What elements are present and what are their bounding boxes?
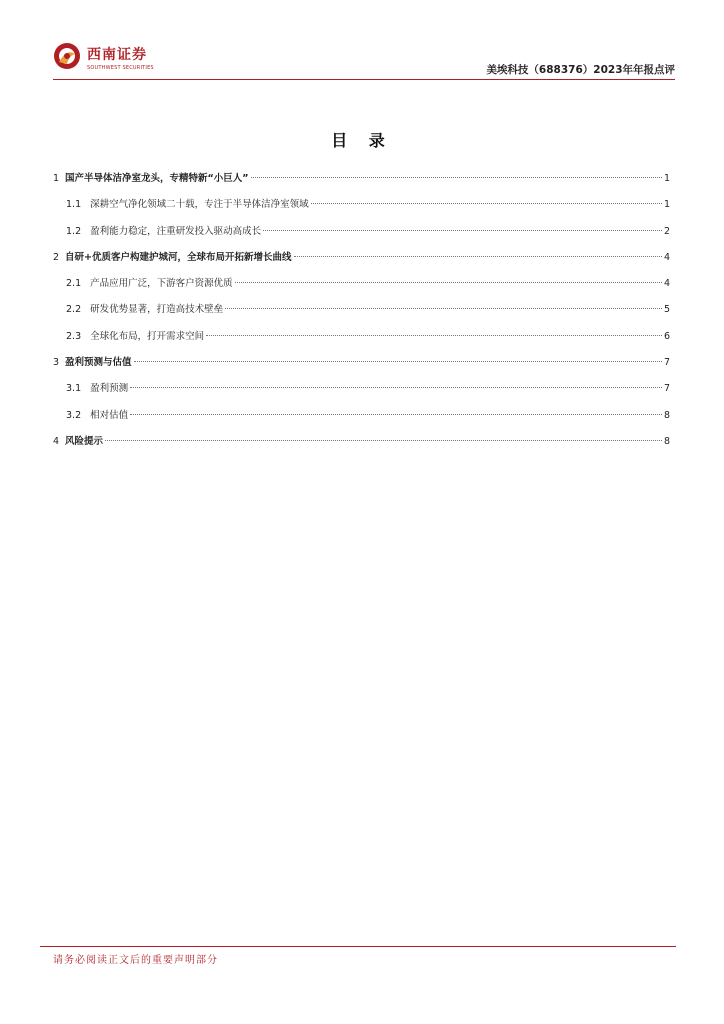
toc-entry-page: 8 bbox=[663, 409, 670, 421]
toc-leader-dots bbox=[263, 230, 662, 231]
toc-entry-page: 4 bbox=[663, 278, 670, 290]
toc-entry[interactable] bbox=[53, 380, 670, 406]
toc-entry-number: 2 bbox=[53, 251, 60, 263]
toc-entry[interactable] bbox=[53, 170, 670, 196]
toc-entry-number: 3.1 bbox=[66, 383, 82, 395]
toc-leader-dots bbox=[311, 203, 662, 204]
toc-entry-title: 深耕空气净化领域二十载，专注于半导体洁净室领域 bbox=[90, 199, 309, 211]
toc-entry-page: 1 bbox=[663, 199, 670, 211]
toc-entry-page: 5 bbox=[663, 304, 670, 316]
toc-entry-number: 2.1 bbox=[66, 278, 82, 290]
toc-entry[interactable] bbox=[53, 301, 670, 327]
company-logo bbox=[53, 40, 163, 76]
logo-english-name: SOUTHWEST SECURITIES bbox=[87, 65, 154, 71]
toc-entry-number: 2.2 bbox=[66, 304, 82, 316]
toc-entry-page: 1 bbox=[663, 173, 670, 184]
toc-entry[interactable] bbox=[53, 328, 670, 354]
toc-leader-dots bbox=[134, 361, 662, 362]
logo-chinese-name: 西南证券 bbox=[87, 47, 147, 63]
toc-entry-page: 6 bbox=[663, 330, 670, 342]
footer-divider bbox=[40, 946, 676, 947]
toc-leader-dots bbox=[105, 440, 662, 441]
toc-entry-number: 1.1 bbox=[66, 199, 82, 211]
toc-entry-page: 2 bbox=[663, 225, 670, 237]
toc-leader-dots bbox=[251, 177, 662, 178]
toc-leader-dots bbox=[235, 282, 662, 283]
header-divider bbox=[53, 79, 675, 80]
toc-entry-number: 2.3 bbox=[66, 330, 82, 342]
toc-entry-title: 风险提示 bbox=[65, 435, 104, 447]
toc-entry[interactable] bbox=[53, 275, 670, 301]
toc-entry[interactable] bbox=[53, 249, 670, 275]
toc-entry[interactable] bbox=[53, 354, 670, 380]
footer-disclaimer: 请务必阅读正文后的重要声明部分 bbox=[53, 955, 218, 966]
table-of-contents bbox=[53, 170, 670, 459]
toc-leader-dots bbox=[225, 308, 662, 309]
toc-entry-number: 3 bbox=[53, 357, 60, 369]
toc-entry-number: 1.2 bbox=[66, 225, 82, 237]
toc-entry-number: 1 bbox=[53, 173, 60, 184]
document-title: 美埃科技（688376）2023年年报点评 bbox=[486, 64, 675, 76]
toc-leader-dots bbox=[130, 414, 662, 415]
toc-leader-dots bbox=[130, 387, 662, 388]
toc-entry[interactable] bbox=[53, 223, 670, 249]
toc-entry-title: 全球化布局，打开需求空间 bbox=[90, 330, 205, 342]
toc-title: 目 录 bbox=[331, 131, 393, 150]
toc-entry-page: 7 bbox=[663, 357, 670, 369]
toc-entry-title: 盈利能力稳定，注重研发投入驱动高成长 bbox=[90, 225, 262, 237]
toc-entry[interactable] bbox=[53, 433, 670, 459]
toc-entry-page: 4 bbox=[663, 251, 670, 263]
page-header bbox=[53, 38, 675, 80]
toc-entry[interactable] bbox=[53, 407, 670, 433]
toc-entry-title: 盈利预测与估值 bbox=[65, 357, 132, 369]
toc-entry-title: 国产半导体洁净室龙头，专精特新“小巨人” bbox=[65, 173, 249, 184]
toc-entry-page: 8 bbox=[663, 435, 670, 447]
toc-entry-title: 研发优势显著，打造高技术壁垒 bbox=[90, 304, 224, 316]
logo-emblem-icon bbox=[53, 42, 81, 70]
toc-entry-page: 7 bbox=[663, 383, 670, 395]
toc-entry-number: 4 bbox=[53, 435, 60, 447]
toc-leader-dots bbox=[294, 256, 662, 257]
toc-leader-dots bbox=[206, 335, 662, 336]
toc-entry-title: 盈利预测 bbox=[90, 383, 129, 395]
toc-entry-title: 产品应用广泛，下游客户资源优质 bbox=[90, 278, 233, 290]
toc-entry-title: 相对估值 bbox=[90, 409, 129, 421]
toc-entry-title: 自研+优质客户构建护城河，全球布局开拓新增长曲线 bbox=[65, 251, 292, 263]
toc-entry[interactable] bbox=[53, 196, 670, 222]
toc-entry-number: 3.2 bbox=[66, 409, 82, 421]
